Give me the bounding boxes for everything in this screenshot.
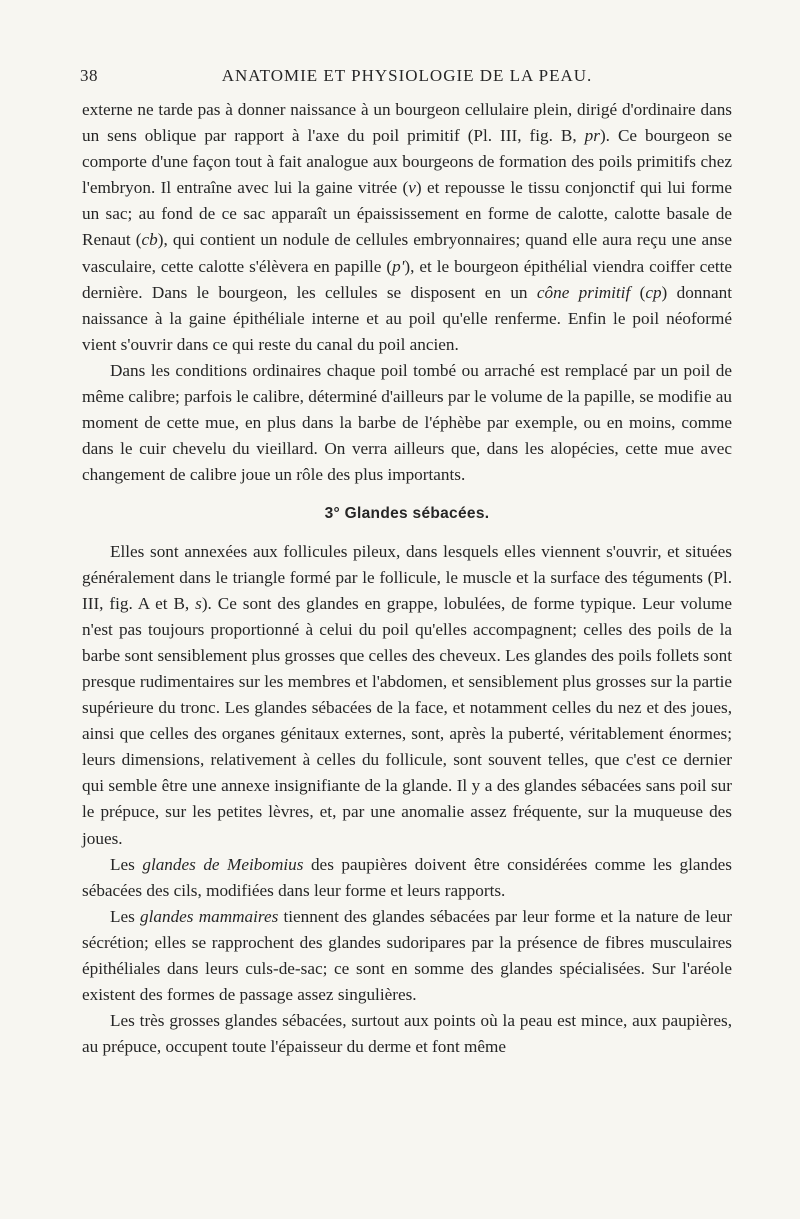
- italic-term: cône primitif: [536, 282, 631, 302]
- text-run: externe ne tarde pas à donner naissance à un bourgeon cellulaire plein, dirigé d'ordinaire dans un sens oblique par rapport à l'axe du poil primitif (Pl. III, fig. B,: [82, 100, 732, 146]
- italic-term: s: [195, 593, 202, 613]
- text-run: des paupières doivent être considérées comme les glandes sébacées des cils, modifiées dans leur forme et leurs rapports.: [82, 854, 732, 900]
- text-run: Elles sont annexées aux follicules pileux, dans lesquels elles viennent s'ouvrir, et situées généralement dans le triangle formé par le follicule, le muscle et la surface des téguments (Pl. III, fig. A et B,: [82, 541, 732, 613]
- paragraph: [82, 1008, 732, 1060]
- text-run: Les très grosses glandes sébacées, surtout aux points où la peau est mince, aux paupières, au prépuce, occupent toute l'épaisseur du derme et font même: [82, 1011, 732, 1057]
- text-run: Dans les conditions ordinaires chaque poil tombé ou arraché est remplacé par un poil de même calibre; parfois le calibre, déterminé d'ailleurs par le volume de la papille, se modifie au moment de cette mue, en plus dans la barbe de l'éphèbe par exemple, ou en moins, comme dans le cuir chevelu du vieillard. On verra ailleurs que, dans les alopécies, cette mue avec changement de calibre joue un rôle des plus importants.: [82, 360, 732, 485]
- text-run: (: [630, 282, 646, 302]
- page-header: [80, 66, 734, 86]
- page-number: 38: [80, 66, 98, 85]
- text-run: tiennent des glandes sébacées par leur forme et la nature de leur sécrétion; elles se rapprochent des glandes sudoripares par la présence de fibres musculaires épithéliales dans leurs culs-de-sac; ce sont en somme des glandes spécialisées. Sur l'aréole existent des formes de passage assez singulières.: [82, 906, 732, 1005]
- italic-term: cp: [645, 282, 662, 302]
- paragraph: [82, 358, 732, 488]
- text-run: Les: [110, 906, 141, 926]
- running-title: ANATOMIE ET PHYSIOLOGIE DE LA PEAU.: [221, 66, 593, 85]
- paragraph: [82, 539, 732, 852]
- text-run: ). Ce sont des glandes en grappe, lobulées, de forme typique. Leur volume n'est pas toujours proportionné à celui du poil qu'elles accompagnent; celles des poils de la barbe sont sensiblement plus grosses que celles des cheveux. Les glandes des poils follets sont presque rudimentaires sur les membres et l'abdomen, et sensiblement plus grosses sur la partie supérieure du tronc. Les glandes sébacées de la face, et notamment celles du nez et des joues, ainsi que celles des organes génitaux externes, sont, après la puberté, véritablement énormes; leurs dimensions, relativement à celles du follicule, sont souvent telles, que c'est ce dernier qui semble être une annexe insignifiante de la glande. Il y a des glandes sébacées sans poil sur le prépuce, sur les petites lèvres, et, par une anomalie assez fréquente, sur la muqueuse des joues.: [82, 593, 732, 848]
- body-text: [82, 97, 732, 1060]
- text-run: ), et le bourgeon épithélial viendra coiffer cette dernière. Dans le bourgeon, les cellules se disposent en un: [82, 256, 733, 302]
- section-heading: 3° Glandes sébacées.: [324, 505, 490, 523]
- italic-term: glandes de Meibomius: [142, 854, 304, 874]
- text-run: ), qui contient un nodule de cellules embryonnaires; quand elle aura reçu une anse vasculaire, cette calotte s'élèvera en papille (: [82, 230, 732, 276]
- italic-term: v: [408, 178, 416, 198]
- italic-term: p': [392, 256, 405, 276]
- italic-term: glandes mammaires: [140, 906, 279, 926]
- italic-term: pr: [584, 126, 600, 146]
- text-run: ) et repousse le tissu conjonctif qui lui forme un sac; au fond de ce sac apparaît un épaississement en forme de calotte, calotte basale de Renaut (: [82, 178, 732, 250]
- paragraph: [82, 97, 732, 358]
- paragraph: [82, 852, 732, 904]
- paragraph: [82, 904, 732, 1008]
- text-run: ) donnant naissance à la gaine épithéliale interne et au poil qu'elle renferme. Enfin le poil néoformé vient s'ouvrir dans ce qui reste du canal du poil ancien.: [82, 282, 732, 354]
- text-run: Les: [110, 854, 143, 874]
- italic-term: cb: [141, 230, 158, 250]
- text-run: ). Ce bourgeon se comporte d'une façon tout à fait analogue aux bourgeons de formation des poils primitifs chez l'embryon. Il entraîne avec lui la gaine vitrée (: [82, 126, 732, 198]
